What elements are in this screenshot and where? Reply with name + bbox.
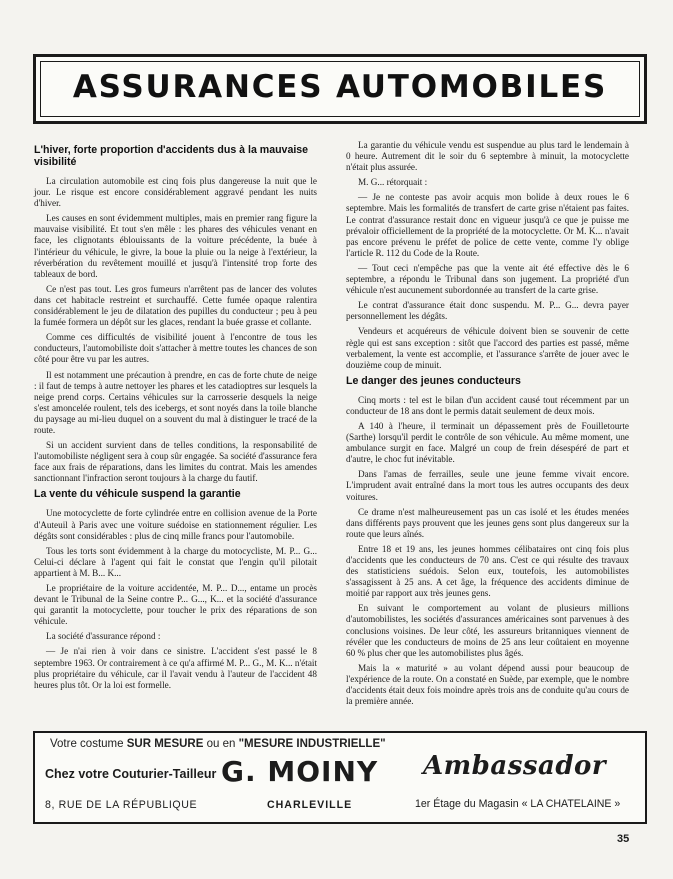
paragraph: Le contrat d'assurance était donc suspendu. M. P... G... devra payer personnellement les dégâts.: [346, 300, 629, 322]
advertisement: [33, 731, 647, 824]
paragraph: Entre 18 et 19 ans, les jeunes hommes célibataires ont cinq fois plus d'accidents que les conducteurs de 70 ans. C'est ce qui résulte des travaux des statisticiens suédois. Selon eux, toutefois, les automobilistes s'assagissent à 25 ans. A cet âge, la fréquence des accidents diminue de moitié par rapport aux très jeunes gens.: [346, 543, 629, 599]
paragraph: Dans l'amas de ferrailles, seule une jeune femme vivait encore. L'imprudent avait entraîné dans la mort tous les autres occupants des deux voitures.: [346, 469, 629, 502]
paragraph: — Tout ceci n'empêche pas que la vente ait été effective dès le 6 septembre, a répondu le Tribunal dans son jugement. La propriété d'un véhicule n'est aucunement subordonnée au transfert de la carte grise.: [346, 262, 629, 296]
ad-tagline-prefix: Votre costume: [50, 738, 127, 750]
paragraph: Les causes en sont évidemment multiples, mais en premier rang figure la mauvaise visibilité. Et tout s'en mêle : les phares des véhicules venant en face, les clignotants éblouissants de la voiture précédente, la buée à l'intérieur du véhicule, le givre, la boue la pluie ou la neige à l'extérieur, la réverbération du revêtement mouillé et jusqu'à l'intensité trop forte des tableaux de bord.: [34, 213, 317, 279]
ad-couturier: Chez votre Couturier-Tailleur: [45, 767, 217, 781]
page-title: ASSURANCES AUTOMOBILES: [72, 69, 608, 105]
ad-tailor-name: G. MOINY: [221, 755, 379, 788]
ad-brand-logo: Ambassador: [423, 751, 607, 781]
ad-shop: 1er Étage du Magasin « LA CHATELAINE »: [415, 798, 621, 810]
ad-city: CHARLEVILLE: [267, 799, 353, 811]
paragraph: Ce drame n'est malheureusement pas un cas isolé et les études menées dans différents pays prouvent que les jeunes gens sont plus dangereux sur la route que leurs aînés.: [346, 506, 629, 539]
paragraph: Une motocyclette de forte cylindrée entre en collision avenue de la Porte d'Auteuil à Paris avec une voiture suédoise en stationnement régulier. Les dégâts sont considérables : plus de cinq mille francs pour l'automobile.: [34, 508, 317, 541]
paragraph: En suivant le comportement au volant de plusieurs millions d'automobilistes, les sociétés d'assurances américaines sont parvenues à des conclusions voisines. De leur côté, les assureurs britanniques viennent de révéler que les conducteurs de moins de 25 ans leur coûtaient en moyenne 60 % plus cher que les automobilistes plus âgés.: [346, 603, 629, 658]
paragraph: Le propriétaire de la voiture accidentée, M. P... D..., entame un procès devant le Tribunal de la Seine contre P... G..., K... et la société d'assurance qui garantit la motocyclette, pour toucher le prix des réparations de son véhicule.: [34, 583, 317, 627]
ad-tagline-bold-1: SUR MESURE: [126, 738, 204, 750]
ad-tagline-bold-2: "MESURE INDUSTRIELLE": [238, 738, 386, 750]
paragraph: Ce n'est pas tout. Les gros fumeurs n'arrêtent pas de lancer des volutes dans cet habitacle restreint et surchauffé. Cette fumée opaque ralentira considérablement le jeu de dilatation des pupilles du conducteur ; peu à peu la fumée formera un dépôt sur les glaces, rendant la buée grasse et collante.: [34, 283, 317, 328]
article-right-column: [346, 140, 629, 711]
section-heading: L'hiver, forte proportion d'accidents dus à la mauvaise visibilité: [34, 144, 309, 168]
paragraph: La circulation automobile est cinq fois plus dangereuse la nuit que le jour. Le risque est encore considérablement aggravé pendant les nuits d'hiver.: [34, 176, 317, 209]
paragraph: La garantie du véhicule vendu est suspendue au plus tard le lendemain à 0 heure. Autrement dit le soir du 6 septembre à minuit, la motocyclette n'était plus assurée.: [346, 140, 629, 173]
paragraph: Tous les torts sont évidemment à la charge du motocycliste, M. P... G... Celui-ci déclare à l'agent qui fait le constat que l'engin qu'il pilotait appartient à M. B... K...: [34, 545, 317, 578]
paragraph: Il est notamment une précaution à prendre, en cas de forte chute de neige : il faut de temps à autre nettoyer les phares et les catadioptres sur lesquels la neige prend corps. Certains véhicules sur la carrosserie desquels la neige s'est amoncelée roulent, tels des icebergs, et sont noyés dans la toile blanche du paysage au mi-lieu duquel on a souvent du mal à distinguer le tracé de la route.: [34, 369, 317, 435]
ad-address: 8, RUE DE LA RÉPUBLIQUE: [45, 799, 198, 811]
paragraph: Si un accident survient dans de telles conditions, la responsabilité de l'automobiliste négligent sera à coup sûr engagée. Sa société d'assurance fera face aux frais de réparations, dans les limites du contrat. Mais les amendes sanctionnant l'infraction seront toujours à la charge du fautif.: [34, 440, 317, 484]
paragraph: Cinq morts : tel est le bilan d'un accident causé tout récemment par un conducteur de 18 ans dont le permis datait seulement de deux mois.: [346, 394, 629, 416]
page-number: 35: [617, 833, 630, 845]
section-heading: Le danger des jeunes conducteurs: [346, 374, 521, 387]
paragraph: Comme ces difficultés de visibilité jouent à l'encontre de tous les conducteurs, l'automobiliste doit s'attacher à mettre toutes les chances de son côté pour être vu par les autres.: [34, 332, 317, 365]
paragraph: A 140 à l'heure, il terminait un dépassement près de Fouilletourte (Sarthe) lorsqu'il perdit le contrôle de son véhicule. Au même moment, une ambulance surgit en face. Malgré un coup de frein désespéré de part et d'autre, le choc fut inévitable.: [346, 420, 629, 465]
page-header: [33, 54, 647, 124]
paragraph: — Je ne conteste pas avoir acquis mon bolide à deux roues le 6 septembre. Mais les formalités de transfert de carte grise n'étaient pas faites. Le contrat d'assurance restait donc en vigueur jusqu'à ce que je puisse me prévaloir officiellement de la propriété de la motocyclette. Or M. K... n'avait pas encore prévenu le préfet de police de cette vente, comme l'y oblige l'article R. 112 du Code de la Route.: [346, 192, 629, 258]
article-left-column: [34, 140, 317, 695]
paragraph: La société d'assurance répond :: [46, 631, 161, 642]
paragraph: Mais la « maturité » au volant dépend aussi pour beaucoup de l'expérience de la route. On a constaté en Suède, par exemple, que le nombre d'accidents était deux fois moindre après trois ans de conduite qu'au cours de la première année.: [346, 662, 629, 707]
section-heading: La vente du véhicule suspend la garantie: [34, 488, 241, 501]
paragraph: — Je n'ai rien à voir dans ce sinistre. L'accident s'est passé le 8 septembre 1963. Or contrairement à ce qu'a affirmé M. P... G., M. K... n'était plus propriétaire du véhicule, car il l'avait vendu à l'auteur de l'accident 48 heures plus tôt. Or la loi est formelle.: [34, 646, 317, 690]
paragraph: Vendeurs et acquéreurs de véhicule doivent bien se souvenir de cette règle qui est sans exception : sitôt que l'accord des parties est passé, même verbalement, la vente est accomplie, et l'assurance s'arrête de jouer avec le douzième coup de minuit.: [346, 326, 629, 370]
paragraph: M. G... rétorquait :: [358, 177, 428, 188]
ad-tagline: [50, 738, 386, 750]
ad-tagline-mid: ou en: [203, 738, 239, 750]
